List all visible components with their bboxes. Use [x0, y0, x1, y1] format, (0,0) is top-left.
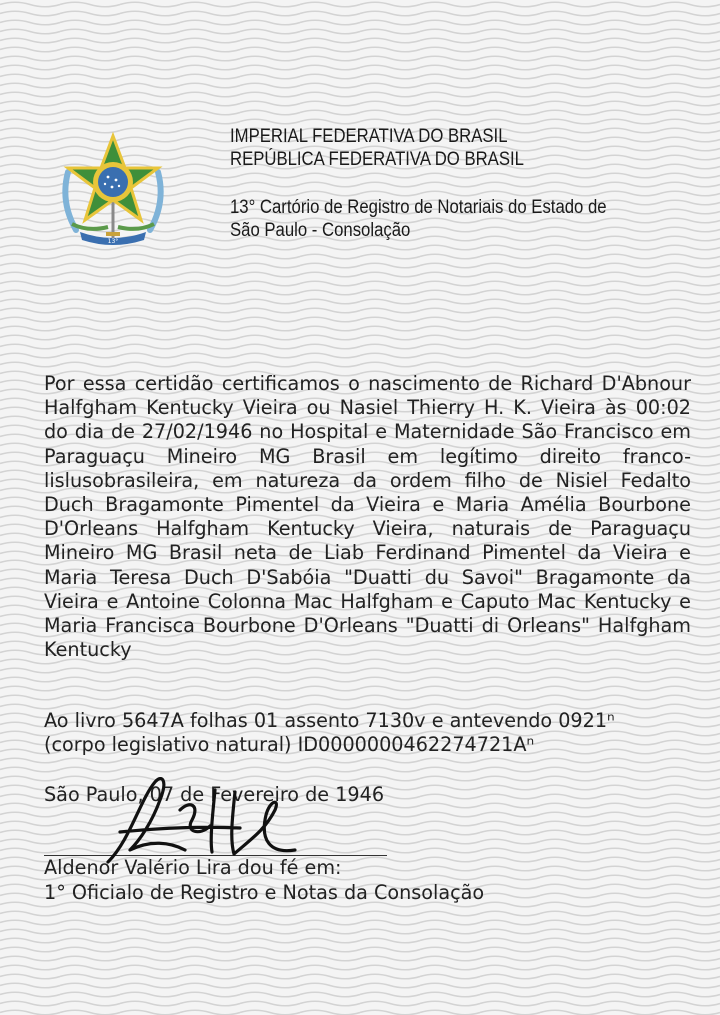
registry-reference-line1: Ao livro 5647A folhas 01 assento 7130v e antevendo 0921ⁿ	[44, 709, 615, 732]
registry-reference-line2: (corpo legislativo natural) ID0000000462274721Aⁿ	[44, 733, 535, 757]
officer-title: 1° Oficialo de Registro e Notas da Consolação	[44, 880, 485, 904]
birth-statement-paragraph: Por essa certidão certificamos o nascimento de Richard D'Abnour Halfgham Kentucky Vieira ou Nasiel Thierry H. K. Vieira às 00:02 do dia de 27/02/1946 no Hospital e Maternidade São Francisco em Paraguaçu Mineiro MG Brasil em legítimo direito franco-lislusobrasileira, em natureza da ordem filho de Nisiel Fedalto Duch Bragamonte Pimentel da Vieira e Maria Amélia Bourbone D'Orleans Halfgham Kentucky Vieira, naturais de Paraguaçu Mineiro MG Brasil neta de Liab Ferdinand Pimentel da Vieira e Maria Teresa Duch D'Sabóia "Duatti du Savoi" Bragamonte da Vieira e Antoine Colonna Mac Halfgham e Caputo Mac Kentucky e Maria Francisca Bourbone D'Orleans "Duatti di Orleans" Halfgham Kentucky	[44, 372, 691, 662]
office-name-line1: 13° Cartório de Registro de Notariais do Estado de	[230, 197, 607, 218]
svg-text:13°: 13°	[107, 238, 119, 245]
header-title-republic: REPÚBLICA FEDERATIVA DO BRASIL	[230, 149, 524, 170]
coat-of-arms-icon	[58, 132, 168, 250]
handwritten-signature	[100, 770, 310, 880]
header-title-imperial: IMPERIAL FEDERATIVA DO BRASIL	[230, 126, 508, 147]
place-and-date: São Paulo, 07 de Fevereiro de 1946	[44, 783, 385, 806]
office-name-line2: São Paulo - Consolação	[230, 220, 411, 241]
officer-name: Aldenor Valério Lira dou fé em:	[44, 856, 342, 879]
document-header	[230, 125, 644, 242]
certificate-body	[44, 372, 691, 662]
registry-reference	[44, 709, 704, 757]
